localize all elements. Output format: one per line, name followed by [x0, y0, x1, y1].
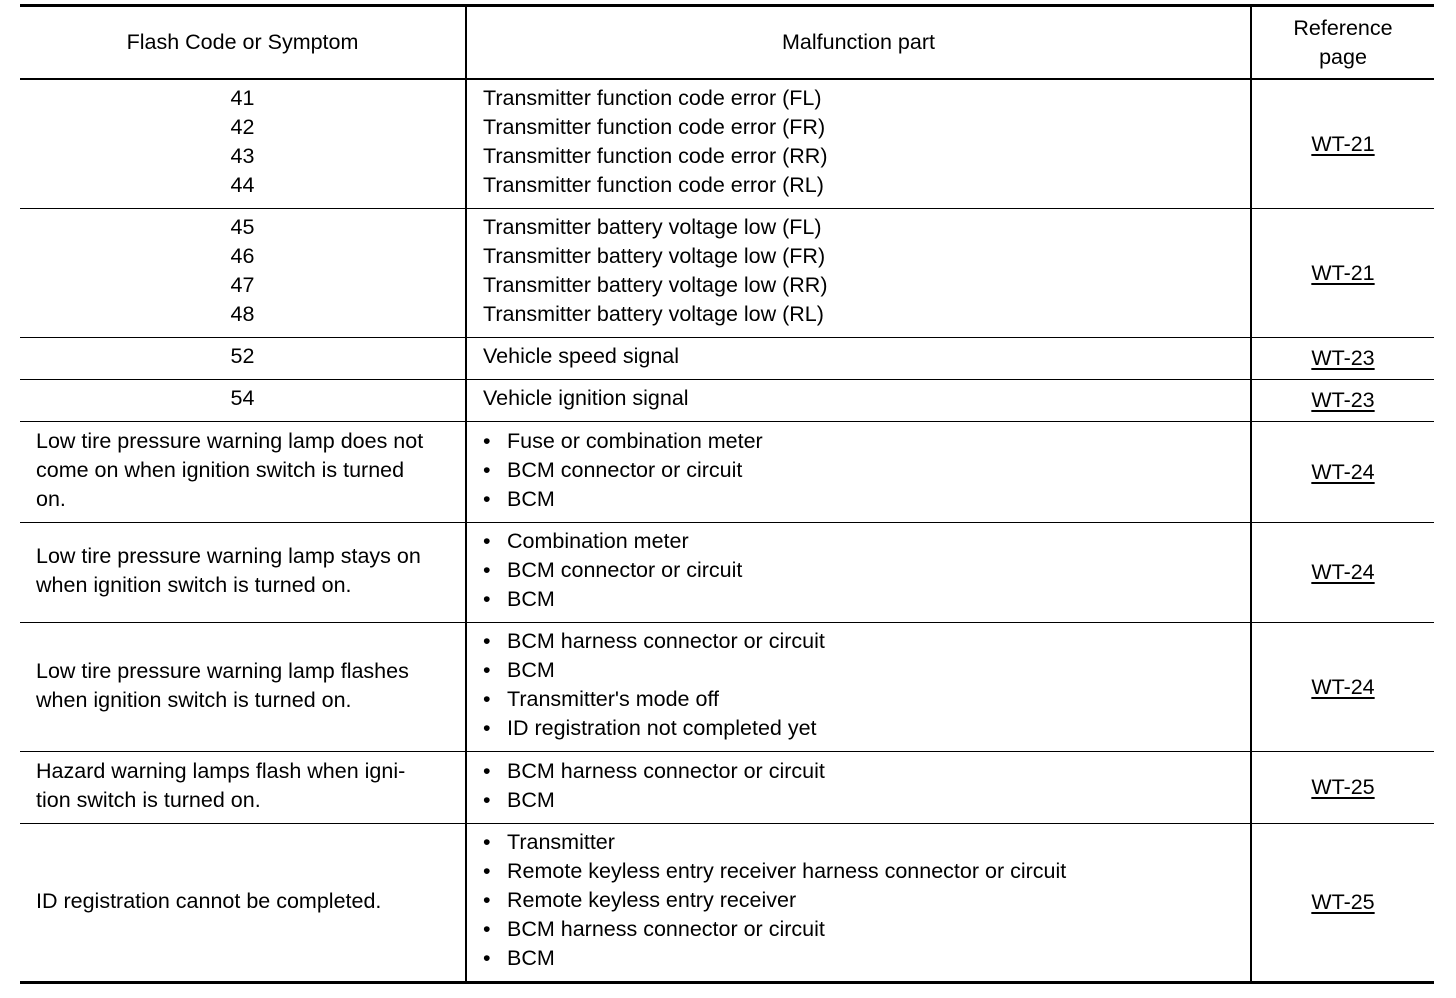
reference-link[interactable]: WT-24: [1311, 674, 1375, 699]
bullet-icon: •: [483, 758, 491, 783]
malfunction-part: Vehicle speed signal: [483, 344, 680, 368]
bullet-text: Combination meter: [507, 529, 689, 553]
malfunction-part-cell: [466, 824, 1251, 983]
bullet-item: [483, 915, 1250, 944]
reference-link[interactable]: WT-24: [1311, 459, 1375, 484]
symptom-text: Low tire pressure warning lamp flashes: [36, 658, 409, 683]
bullet-item: [483, 627, 1250, 656]
symptom-text: when ignition switch is turned on.: [36, 573, 352, 597]
bullet-text: BCM harness connector or circuit: [507, 758, 825, 783]
symptom-text: Low tire pressure warning lamp does not: [36, 429, 424, 453]
reference-link[interactable]: WT-25: [1311, 890, 1375, 914]
bullet-icon: •: [483, 428, 491, 453]
bullet-item: [483, 456, 1250, 485]
malfunction-part: Transmitter function code error (RL): [483, 173, 824, 197]
bullet-icon: •: [483, 558, 491, 582]
bullet-item: [483, 828, 1250, 857]
table-row: [20, 209, 1434, 338]
bullet-item: [483, 427, 1250, 456]
bullet-icon: •: [483, 859, 491, 883]
bullet-text: Remote keyless entry receiver: [507, 888, 797, 912]
flash-code: 42: [230, 115, 255, 139]
flash-code-cell: [20, 79, 466, 209]
bullet-item: [483, 685, 1250, 714]
bullet-text: Fuse or combination meter: [507, 428, 763, 453]
reference-cell: [1251, 209, 1434, 338]
symptom-text: tion switch is turned on.: [36, 788, 261, 812]
bullet-text: BCM: [507, 587, 555, 611]
bullet-text: Transmitter's mode off: [507, 687, 720, 711]
malfunction-part-cell: [466, 623, 1251, 752]
bullet-icon: •: [483, 658, 491, 682]
flash-code: 43: [230, 144, 255, 168]
bullet-item: [483, 527, 1250, 556]
bullet-text: ID registration not completed yet: [507, 716, 817, 740]
bullet-icon: •: [483, 486, 491, 511]
flash-code: 45: [230, 215, 255, 239]
reference-link[interactable]: WT-21: [1311, 131, 1375, 156]
bullet-icon: •: [483, 917, 491, 941]
symptom-cell: [20, 824, 466, 983]
reference-cell: [1251, 623, 1434, 752]
flash-code-cell: [20, 380, 466, 422]
bullet-icon: •: [483, 946, 491, 970]
reference-link[interactable]: WT-25: [1311, 775, 1375, 799]
reference-cell: [1251, 380, 1434, 422]
symptom-text: Low tire pressure warning lamp stays on: [36, 544, 421, 568]
header-row: [20, 6, 1434, 80]
malfunction-part: Transmitter battery voltage low (FL): [483, 215, 822, 239]
bullet-text: BCM harness connector or circuit: [507, 917, 825, 941]
bullet-item: [483, 944, 1250, 973]
bullet-text: Remote keyless entry receiver harness connector or circuit: [507, 859, 1067, 883]
bullet-item: [483, 556, 1250, 585]
malfunction-part: Vehicle ignition signal: [483, 386, 689, 410]
bullet-text: BCM: [507, 787, 555, 812]
table-row: [20, 79, 1434, 209]
malfunction-part-cell: [466, 752, 1251, 824]
bullet-text: BCM: [507, 486, 555, 511]
malfunction-part-cell: [466, 380, 1251, 422]
symptom-text: ID registration cannot be completed.: [36, 888, 382, 913]
header-reference-page: [1251, 6, 1434, 80]
bullet-text: BCM harness connector or circuit: [507, 629, 825, 653]
table-row: [20, 422, 1434, 523]
symptom-text: come on when ignition switch is turned: [36, 458, 405, 482]
diagnosis-table: [20, 4, 1434, 984]
table-row: [20, 523, 1434, 623]
symptom-cell: [20, 523, 466, 623]
reference-cell: [1251, 338, 1434, 380]
symptom-cell: [20, 752, 466, 824]
table-row: [20, 338, 1434, 380]
flash-code-cell: [20, 209, 466, 338]
symptom-cell: [20, 422, 466, 523]
malfunction-part: Transmitter function code error (FR): [483, 115, 826, 139]
bullet-item: [483, 886, 1250, 915]
symptom-text: when ignition switch is turned on.: [36, 687, 352, 712]
malfunction-part: Transmitter battery voltage low (RR): [483, 273, 828, 297]
bullet-item: [483, 485, 1250, 514]
symptom-text: Hazard warning lamps flash when igni-: [36, 759, 406, 783]
bullet-item: [483, 714, 1250, 743]
header-reference-line1: Reference: [1293, 15, 1393, 40]
symptom-text: on.: [36, 487, 66, 511]
reference-link[interactable]: WT-23: [1311, 388, 1375, 412]
malfunction-part-cell: [466, 338, 1251, 380]
bullet-text: Transmitter: [507, 830, 615, 854]
header-symptom: Flash Code or Symptom: [20, 6, 466, 80]
flash-code: 48: [230, 302, 255, 326]
flash-code: 41: [230, 86, 255, 110]
malfunction-part-cell: [466, 523, 1251, 623]
bullet-icon: •: [483, 529, 491, 553]
malfunction-part: Transmitter function code error (RR): [483, 144, 828, 168]
bullet-icon: •: [483, 457, 491, 482]
reference-link[interactable]: WT-23: [1311, 346, 1375, 370]
table-row: [20, 380, 1434, 422]
malfunction-part: Transmitter battery voltage low (RL): [483, 302, 824, 326]
flash-code-cell: [20, 338, 466, 380]
flash-code: 47: [230, 273, 255, 297]
bullet-text: BCM connector or circuit: [507, 457, 743, 482]
bullet-text: BCM: [507, 946, 555, 970]
malfunction-part-cell: [466, 209, 1251, 338]
table-row: [20, 824, 1434, 983]
reference-cell: [1251, 752, 1434, 824]
bullet-item: [483, 857, 1250, 886]
reference-cell: [1251, 523, 1434, 623]
reference-cell: [1251, 824, 1434, 983]
header-malfunction-part: Malfunction part: [466, 6, 1251, 80]
bullet-icon: •: [483, 888, 491, 912]
reference-cell: [1251, 79, 1434, 209]
bullet-item: [483, 656, 1250, 685]
table-row: [20, 623, 1434, 752]
malfunction-part-cell: [466, 79, 1251, 209]
bullet-item: [483, 585, 1250, 614]
bullet-icon: •: [483, 830, 491, 854]
malfunction-part: Transmitter battery voltage low (FR): [483, 244, 826, 268]
flash-code: 44: [230, 173, 255, 197]
bullet-icon: •: [483, 716, 491, 740]
bullet-icon: •: [483, 629, 491, 653]
reference-link[interactable]: WT-21: [1311, 260, 1375, 285]
header-reference-line2: page: [1319, 44, 1367, 69]
table-row: [20, 752, 1434, 824]
bullet-text: BCM: [507, 658, 555, 682]
bullet-item: [483, 786, 1250, 815]
malfunction-part: Transmitter function code error (FL): [483, 86, 822, 110]
bullet-text: BCM connector or circuit: [507, 558, 743, 582]
bullet-icon: •: [483, 787, 491, 812]
reference-link[interactable]: WT-24: [1311, 560, 1375, 584]
bullet-icon: •: [483, 687, 491, 711]
malfunction-part-cell: [466, 422, 1251, 523]
flash-code: 52: [230, 344, 255, 368]
bullet-icon: •: [483, 587, 491, 611]
bullet-item: [483, 757, 1250, 786]
reference-cell: [1251, 422, 1434, 523]
flash-code: 46: [230, 244, 255, 268]
symptom-cell: [20, 623, 466, 752]
flash-code: 54: [230, 386, 255, 410]
